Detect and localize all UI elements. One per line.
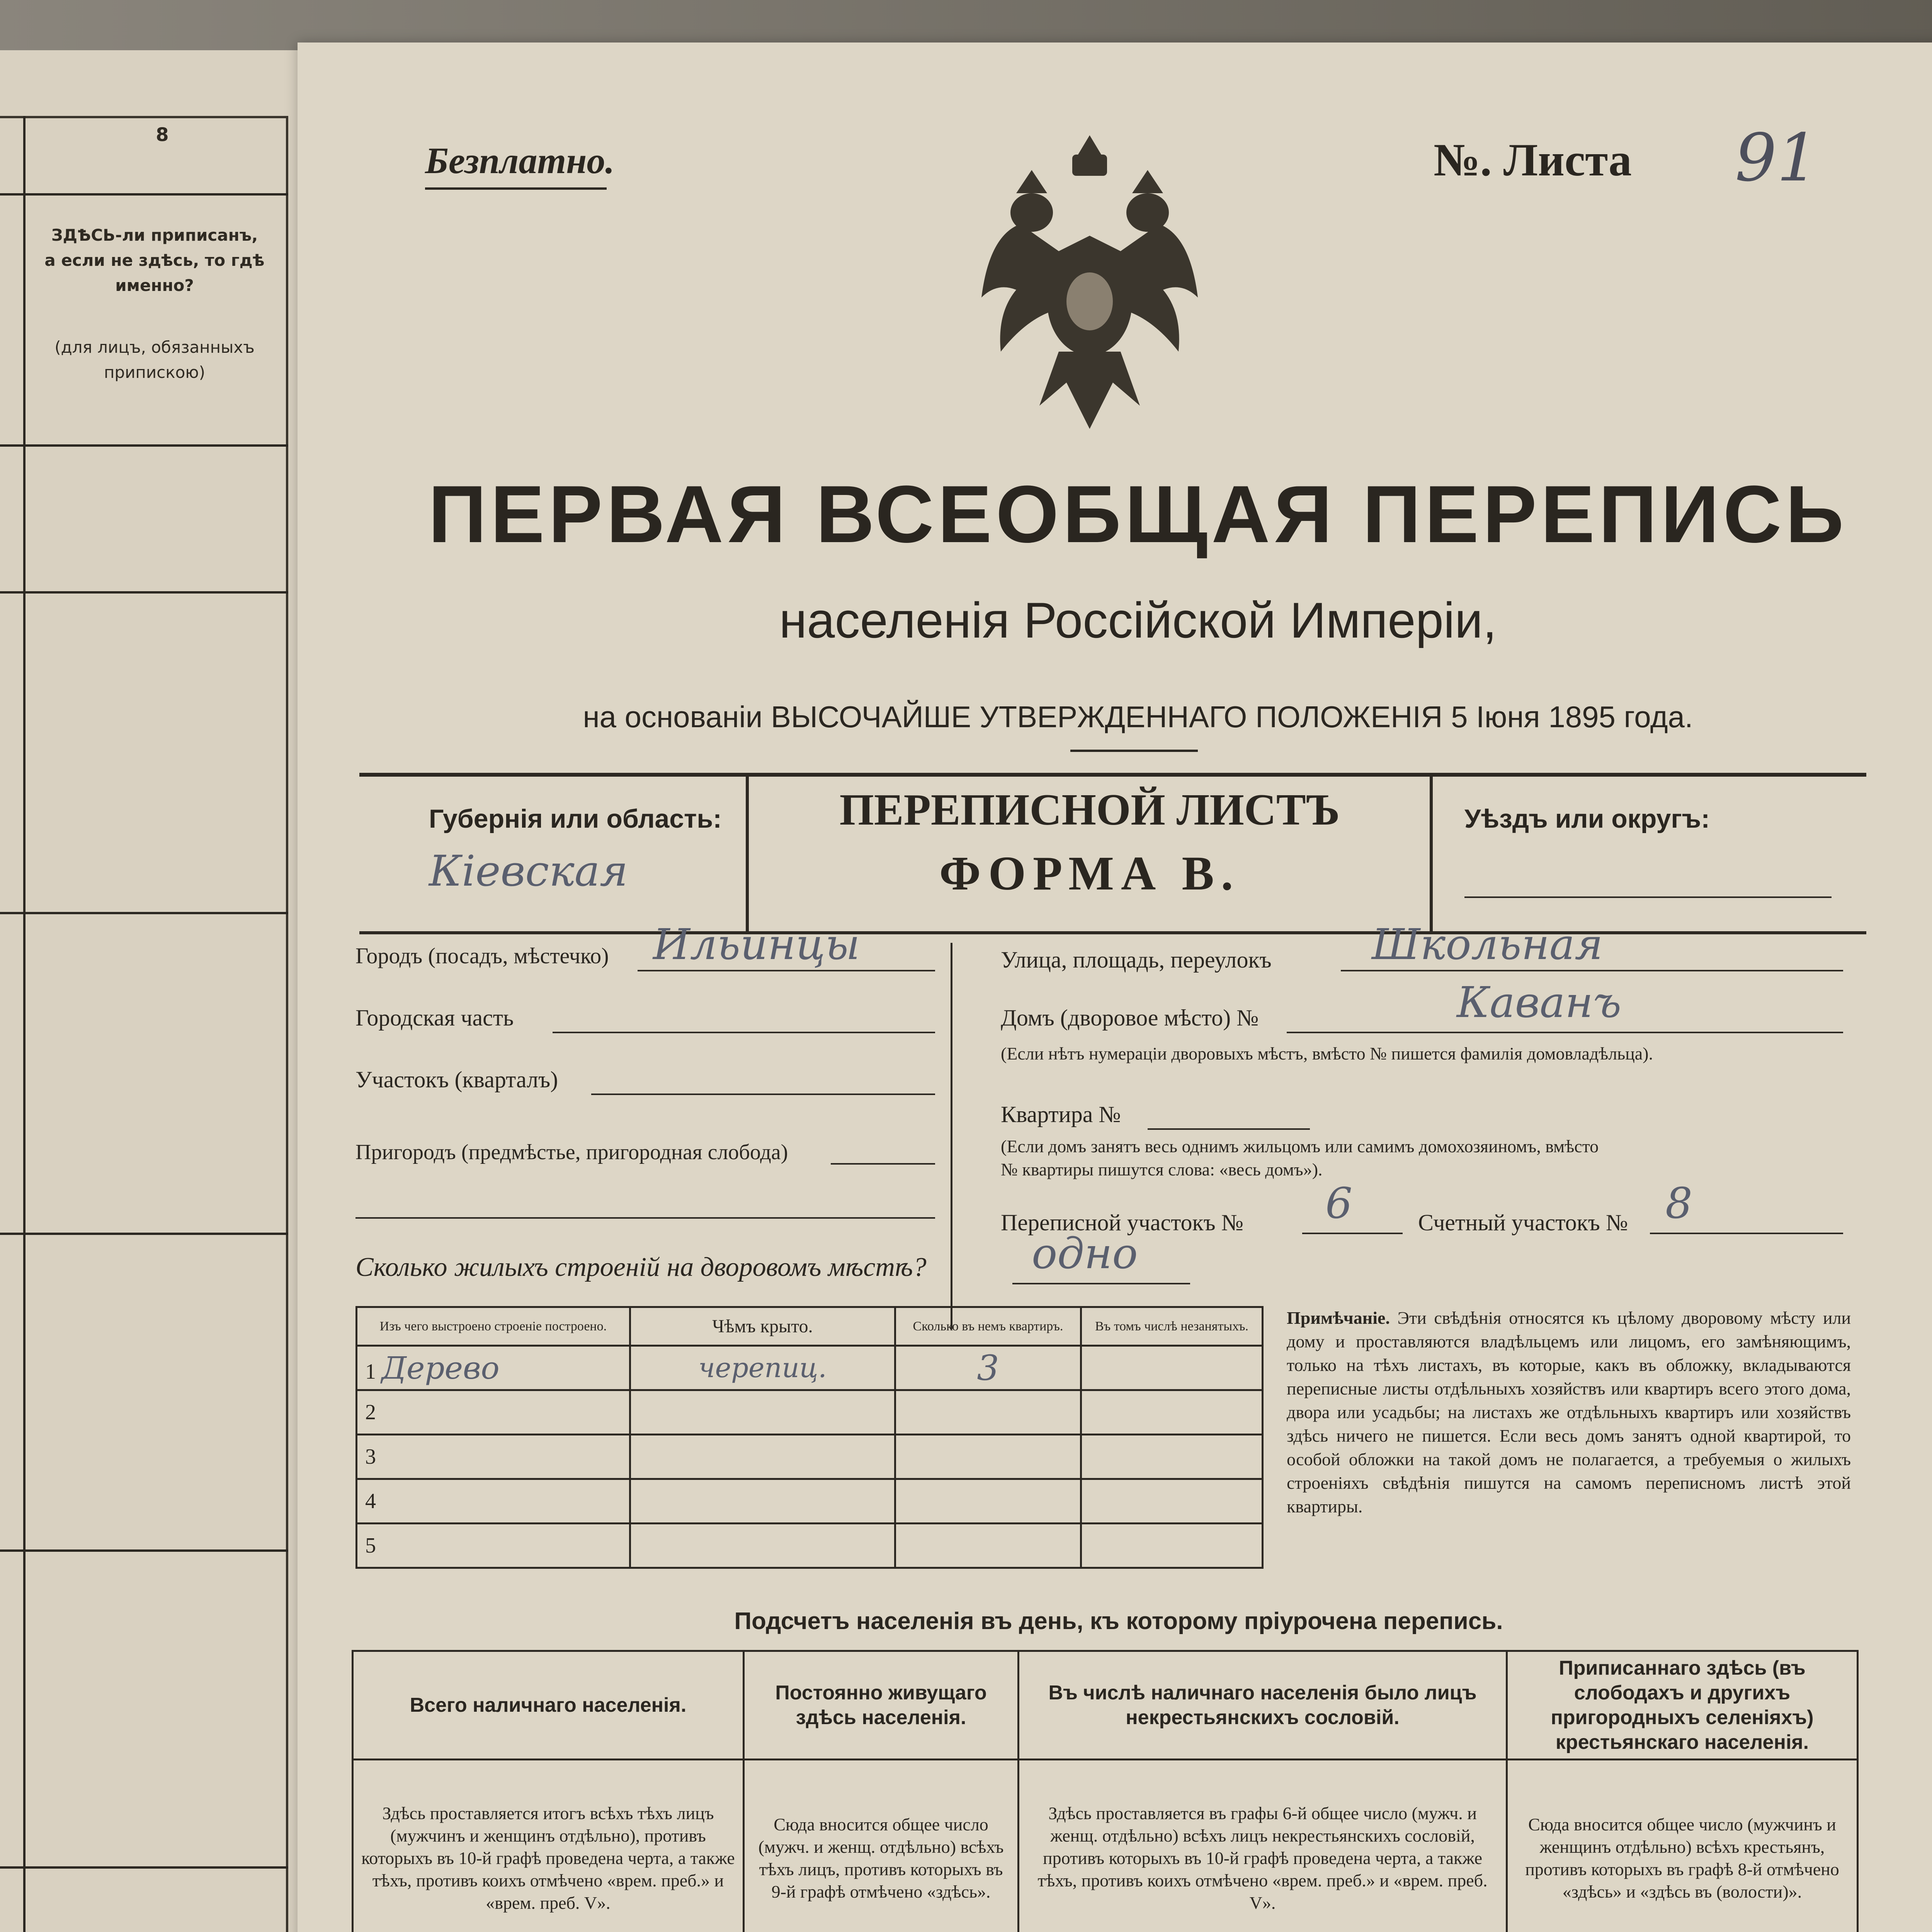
population-col-total: Всего наличнаго населенія. bbox=[353, 1651, 744, 1760]
buildings-row: 4 bbox=[357, 1479, 1263, 1524]
house-note: (Если нѣтъ нумераціи дворовыхъ мѣстъ, вмѣсто № пишется фамилія домовладѣльца). bbox=[1001, 1044, 1653, 1063]
buildings-col-apartments: Сколько въ немъ квартиръ. bbox=[895, 1307, 1081, 1346]
suburb-label: Пригородъ (предмѣстье, пригородная слобода) bbox=[355, 1140, 788, 1164]
left-page-header-1: ЗДѢСЬ-ли приписанъ, bbox=[51, 226, 258, 245]
main-title: ПЕРВАЯ ВСЕОБЩАЯ ПЕРЕПИСЬ bbox=[428, 469, 1848, 560]
census-sheet bbox=[298, 43, 1932, 1932]
street-value: Школьная bbox=[1372, 920, 1603, 969]
district-label: Уѣздъ или округъ: bbox=[1464, 804, 1710, 833]
form-title: ПЕРЕПИСНОЙ ЛИСТЪ bbox=[839, 785, 1340, 834]
house-value: Каванъ bbox=[1457, 978, 1622, 1027]
counting-district-value: 8 bbox=[1665, 1179, 1692, 1228]
buildings-note: Примѣчаніе. Эти свѣдѣнія относятся къ цѣлому дворовому мѣсту или дому и проставляются владѣльцемъ или лицомъ, его замѣняющимъ, только на тѣхъ листахъ, въ которые, какъ въ обложку, вкладываются переписные листы отдѣльныхъ хозяйствъ или квартиръ всего этого дома, двора или усадьбы; на листахъ же отдѣльныхъ квартиръ или хозяйствъ здѣсь ничего не пишется. Если весь домъ занятъ одной квартирой, то особой обложки на такой домъ не полагается, а требуемыя о жилыхъ строеніяхъ свѣдѣнія пишутся на самомъ переписномъ листѣ этой квартиры. bbox=[1287, 1308, 1851, 1516]
population-col-nonpeasant: Въ числѣ наличнаго населенія было лицъ некрестьянскихъ сословій. bbox=[1019, 1651, 1507, 1760]
counting-district-label: Счетный участокъ № bbox=[1418, 1210, 1628, 1235]
left-page-header-2: а если не здѣсь, то гдѣ bbox=[44, 251, 265, 270]
buildings-table bbox=[355, 1306, 1264, 1569]
street-label: Улица, площадь, переулокъ bbox=[1001, 947, 1272, 973]
precinct-label: Участокъ (кварталъ) bbox=[355, 1067, 558, 1092]
apartment-label: Квартира № bbox=[1001, 1102, 1121, 1127]
province-label: Губернія или область: bbox=[429, 804, 722, 833]
city-value: Ильинцы bbox=[653, 920, 860, 969]
province-value: Кіевская bbox=[429, 846, 628, 896]
city-part-label: Городская часть bbox=[355, 1005, 514, 1031]
apartment-note-1: (Если домъ занятъ весь однимъ жильцомъ или самимъ домохозяиномъ, вмѣсто bbox=[1001, 1136, 1599, 1156]
left-page-header-4: (для лицъ, обязанныхъ bbox=[54, 338, 255, 357]
left-page-header-5: припискою) bbox=[104, 363, 206, 382]
free-label: Безплатно. bbox=[425, 140, 615, 181]
buildings-row: 2 bbox=[357, 1390, 1263, 1435]
buildings-answer: одно bbox=[1032, 1229, 1138, 1278]
sheet-number-value: 91 bbox=[1735, 120, 1819, 196]
population-table: Всего наличнаго населенія. Постоянно живущаго здѣсь населенія. Въ числѣ наличнаго населенія было лицъ некрестьянскихъ сословій. Приписаннаго здѣсь (въ слободахъ и другихъ пригородныхъ селеніяхъ) крестьянскаго населенія. Здѣсь проставляется итогъ всѣхъ тѣхъ лицъ (мужчинъ и женщинъ отдѣльно), противъ которыхъ въ 10-й графѣ проведена черта, а также тѣхъ, противъ коихъ отмѣчено «врем. преб.» и «врем. преб. V». Сюда вносится общее число (мужч. и женщ. отдѣльно) всѣхъ тѣхъ лицъ, противъ которыхъ въ 9-й графѣ отмѣчено «здѣсь». Здѣсь проставляется въ графы 6-й общее число (мужч. и женщ. отдѣльно) всѣхъ лицъ некрестьянскихъ сословій, противъ которыхъ въ 10-й графѣ проведена черта, а также тѣхъ, противъ коихъ отмѣчено «врем. преб.» и «врем. преб. V». Сюда вносится общее число (мужчинъ и женщинъ отдѣльно) всѣхъ крестьянъ, противъ которыхъ въ графѣ 8-й отмѣчено «здѣсь» и «здѣсь въ (волости)». bbox=[352, 1650, 1859, 1932]
house-label: Домъ (дворовое мѣсто) № bbox=[1001, 1005, 1259, 1031]
census-district-value: 6 bbox=[1325, 1179, 1352, 1228]
apartment-note-2: № квартиры пишутся слова: «весь домъ»). bbox=[1001, 1160, 1323, 1179]
census-district-label: Переписной участокъ № bbox=[1001, 1210, 1243, 1235]
buildings-row: 3 bbox=[357, 1435, 1263, 1479]
form-letter: ФОРМА В. bbox=[939, 847, 1240, 900]
subtitle: населенія Россійской Имперіи, bbox=[779, 592, 1497, 648]
buildings-col-roof: Чѣмъ крыто. bbox=[630, 1307, 895, 1346]
population-col-peasant: Приписаннаго здѣсь (въ слободахъ и другихъ пригородныхъ селеніяхъ) крестьянскаго населенія. bbox=[1507, 1651, 1857, 1760]
buildings-row: 5 bbox=[357, 1524, 1263, 1568]
buildings-question: Сколько жилыхъ строеній на дворовомъ мѣстѣ? bbox=[355, 1252, 927, 1282]
buildings-col-material: Изъ чего выстроено строеніе построено. bbox=[357, 1307, 630, 1346]
left-page-header-3: именно? bbox=[115, 276, 194, 295]
buildings-col-vacant: Въ томъ числѣ незанятыхъ. bbox=[1081, 1307, 1262, 1346]
left-page-column-box bbox=[0, 116, 288, 1932]
left-page-column-number: 8 bbox=[156, 124, 169, 146]
population-col-permanent: Постоянно живущаго здѣсь населенія. bbox=[743, 1651, 1018, 1760]
left-page bbox=[0, 50, 308, 1932]
double-headed-eagle-emblem bbox=[974, 135, 1206, 437]
sheet-number-label: №. Листа bbox=[1434, 134, 1632, 185]
population-title: Подсчетъ населенія въ день, къ которому пріурочена перепись. bbox=[734, 1608, 1503, 1634]
buildings-row: 1 Дерево черепиц. 3 bbox=[357, 1346, 1263, 1390]
city-label: Городъ (посадъ, мѣстечко) bbox=[355, 943, 609, 968]
legal-basis: на основаніи ВЫСОЧАЙШЕ УТВЕРЖДЕННАГО ПОЛОЖЕНІЯ 5 Іюня 1895 года. bbox=[583, 700, 1693, 734]
